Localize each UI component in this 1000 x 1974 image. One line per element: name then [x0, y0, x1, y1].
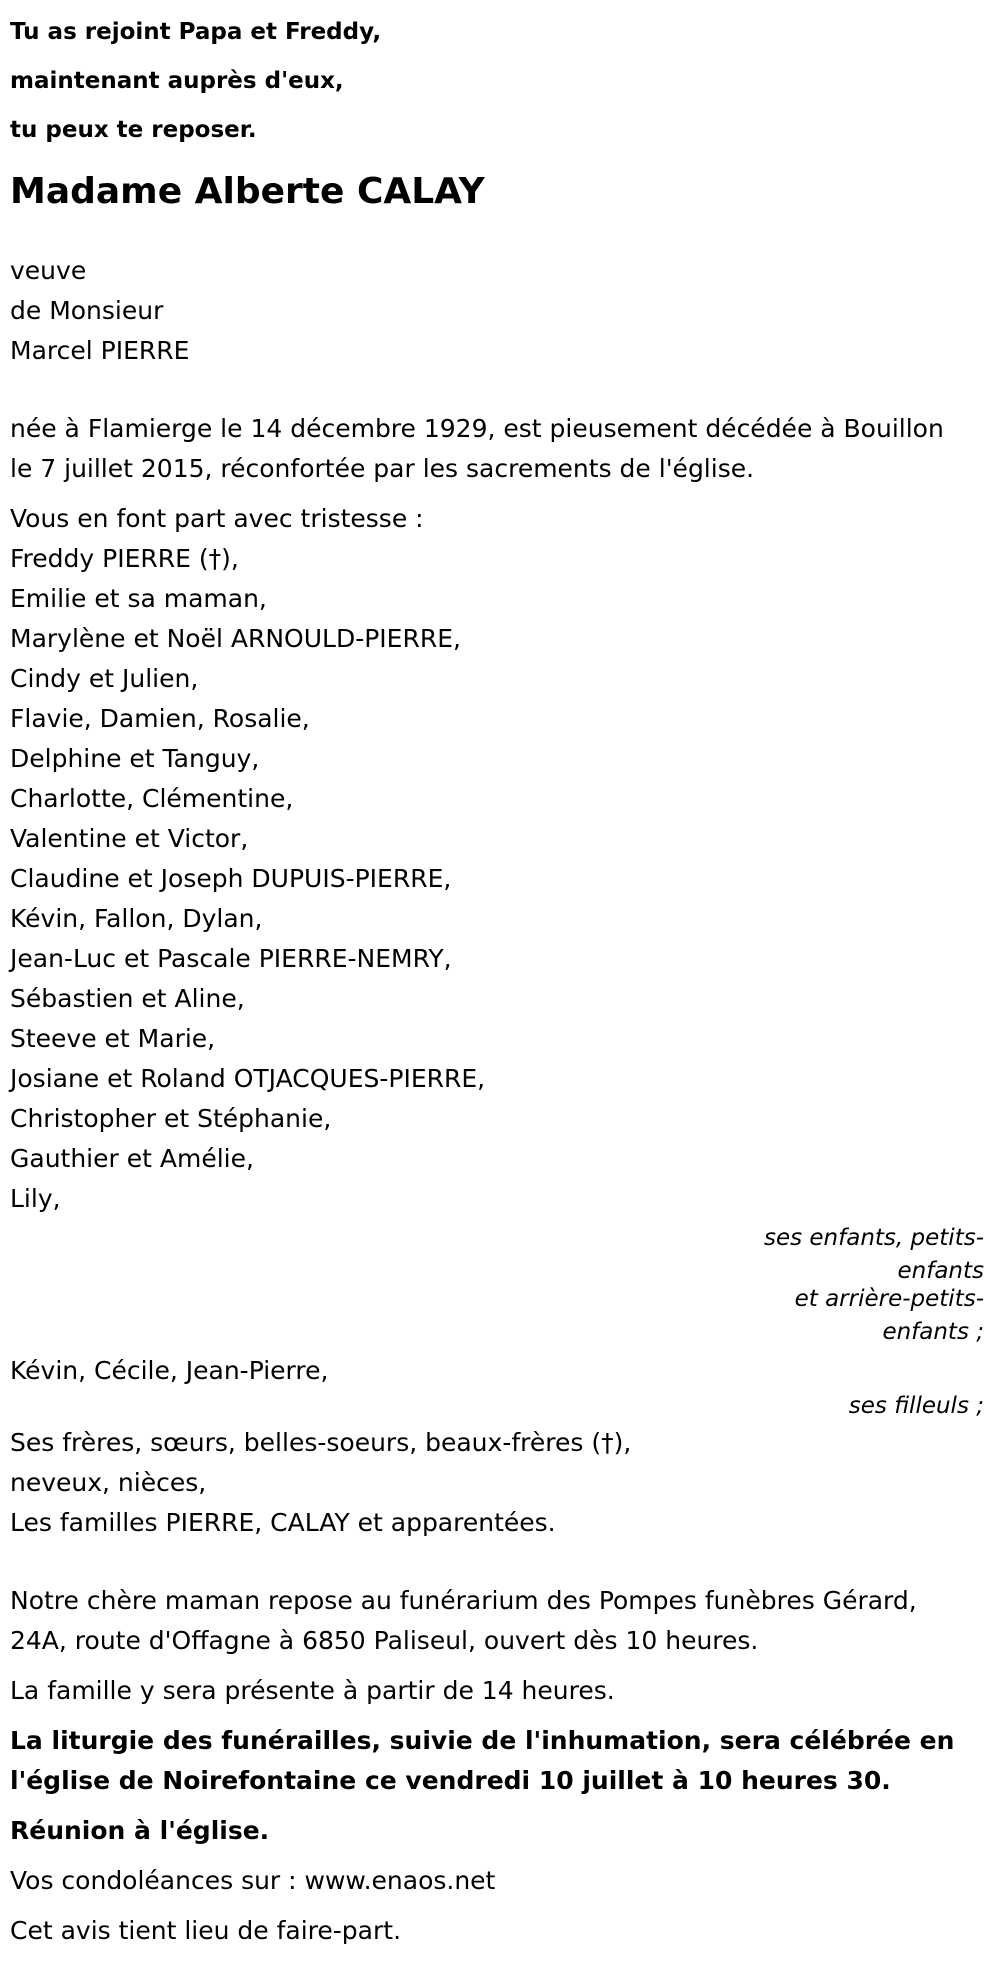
- family-member: Gauthier et Amélie,: [10, 1144, 254, 1173]
- family-member: Kévin, Fallon, Dylan,: [10, 904, 263, 933]
- godchildren-names: Kévin, Cécile, Jean-Pierre,: [10, 1356, 329, 1385]
- family-member: Lily,: [10, 1184, 61, 1213]
- relation-line: enfants: [897, 1258, 984, 1284]
- family-list: [10, 499, 990, 1219]
- family-member: Cindy et Julien,: [10, 664, 199, 693]
- birth-death-info: [10, 409, 990, 489]
- family-member: Marylène et Noël ARNOULD-PIERRE,: [10, 624, 461, 653]
- condolences: [10, 1861, 990, 1901]
- family-member: Christopher et Stéphanie,: [10, 1104, 332, 1133]
- relation-line: et arrière-petits-: [794, 1286, 984, 1312]
- condolences-text: Vos condoléances sur : www.enaos.net: [10, 1866, 496, 1895]
- birth-death-line: le 7 juillet 2015, réconfortée par les sacrements de l'église.: [10, 454, 755, 483]
- relation-line: ses enfants, petits-: [763, 1225, 984, 1251]
- liturgy-info: [10, 1721, 990, 1801]
- liturgy-line: La liturgie des funérailles, suivie de l'inhumation, sera célébrée en: [10, 1726, 955, 1755]
- funerarium-line: Notre chère maman repose au funérarium des Pompes funèbres Gérard,: [10, 1586, 917, 1615]
- family-member: Freddy PIERRE (†),: [10, 544, 239, 573]
- epigraph-line: maintenant auprès d'eux,: [10, 68, 344, 94]
- family-member: Valentine et Victor,: [10, 824, 249, 853]
- epigraph: [10, 0, 990, 155]
- family-member: Claudine et Joseph DUPUIS-PIERRE,: [10, 864, 452, 893]
- spouse-line: Marcel PIERRE: [10, 336, 190, 365]
- liturgy-line: l'église de Noirefontaine ce vendredi 10 juillet à 10 heures 30.: [10, 1766, 891, 1795]
- family-presence-text: La famille y sera présente à partir de 14 heures.: [10, 1676, 615, 1705]
- meeting: [10, 1811, 990, 1851]
- godchildren: [10, 1351, 990, 1391]
- spouse-line: de Monsieur: [10, 296, 164, 325]
- birth-death-line: née à Flamierge le 14 décembre 1929, est pieusement décédée à Bouillon: [10, 414, 944, 443]
- relation-children: [10, 1219, 990, 1351]
- relative-line: neveux, nièces,: [10, 1468, 207, 1497]
- relation-line: enfants ;: [882, 1319, 984, 1345]
- family-member: Delphine et Tanguy,: [10, 744, 260, 773]
- epigraph-line: Tu as rejoint Papa et Freddy,: [10, 19, 382, 45]
- family-member: Flavie, Damien, Rosalie,: [10, 704, 310, 733]
- family-member: Sébastien et Aline,: [10, 984, 245, 1013]
- meeting-text: Réunion à l'église.: [10, 1816, 270, 1845]
- epigraph-line: tu peux te reposer.: [10, 117, 257, 143]
- family-member: Emilie et sa maman,: [10, 584, 267, 613]
- notice: [10, 1911, 990, 1951]
- family-member: Josiane et Roland OTJACQUES-PIERRE,: [10, 1064, 486, 1093]
- family-presence: [10, 1671, 990, 1711]
- family-member: Steeve et Marie,: [10, 1024, 216, 1053]
- funerarium-info: [10, 1581, 990, 1661]
- family-member: Jean-Luc et Pascale PIERRE-NEMRY,: [10, 944, 452, 973]
- deceased-name: Madame Alberte CALAY: [10, 171, 485, 212]
- relation-line: ses filleuls ;: [848, 1393, 984, 1419]
- relative-line: Ses frères, sœurs, belles-soeurs, beaux-frères (†),: [10, 1428, 632, 1457]
- spouse-info: [10, 251, 990, 371]
- notice-text: Cet avis tient lieu de faire-part.: [10, 1916, 402, 1945]
- other-relatives: [10, 1423, 990, 1543]
- funerarium-line: 24A, route d'Offagne à 6850 Paliseul, ouvert dès 10 heures.: [10, 1626, 759, 1655]
- relative-line: Les familles PIERRE, CALAY et apparentées.: [10, 1508, 556, 1537]
- family-member: Charlotte, Clémentine,: [10, 784, 294, 813]
- spouse-line: veuve: [10, 256, 87, 285]
- relation-godchildren: [10, 1391, 990, 1421]
- announcement-intro: Vous en font part avec tristesse :: [10, 504, 424, 533]
